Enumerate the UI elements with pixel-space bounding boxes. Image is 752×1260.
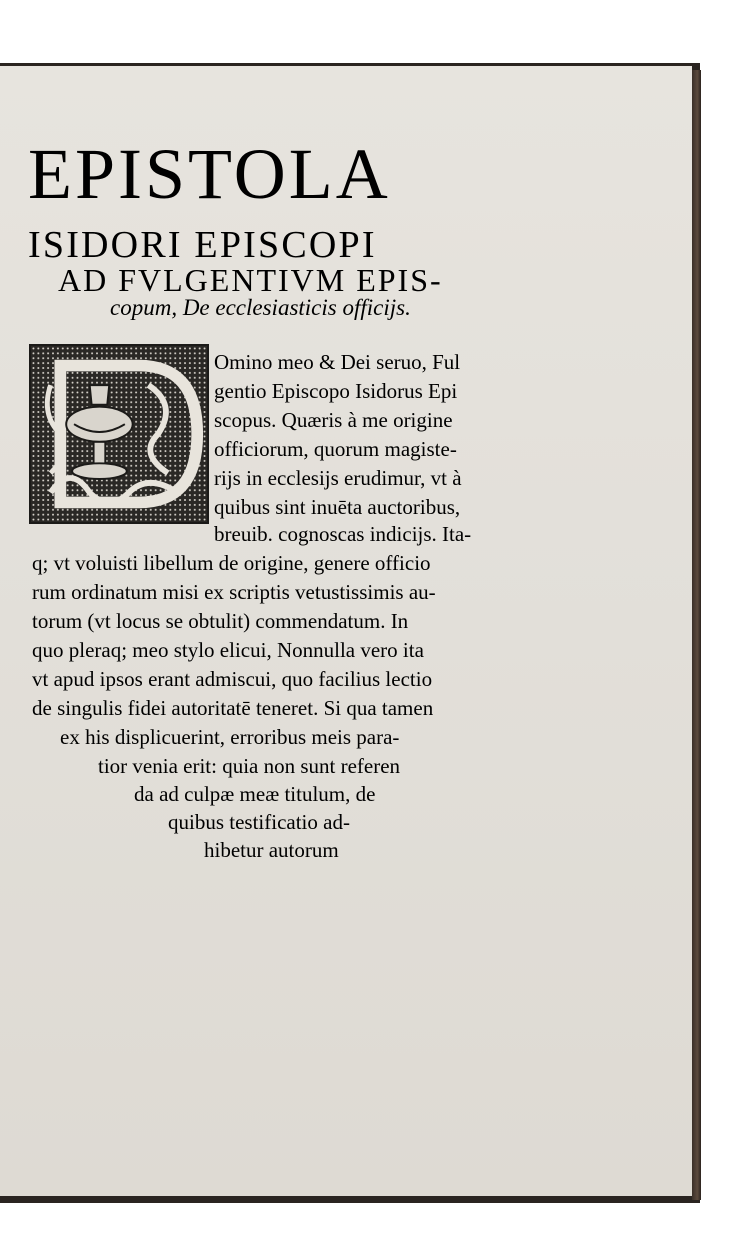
book-spine-edge	[692, 70, 701, 1200]
text-line: quo pleraq; meo stylo elicui, Nonnulla vero ita	[32, 638, 424, 662]
text-line: Omino meo & Dei seruo, Ful	[214, 350, 461, 374]
text-line: rijs in ecclesijs erudimur, vt à	[214, 466, 462, 490]
text-line: rum ordinatum misi ex scriptis vetustissimis au-	[32, 580, 436, 604]
subtitle-line-1: ISIDORI EPISCOPI	[28, 224, 377, 266]
text-line: quibus sint inuēta auctoribus,	[214, 495, 461, 519]
subtitle-line-2: AD FVLGENTIVM EPIS-	[58, 262, 443, 298]
text-line: gentio Episcopo Isidorus Epi	[214, 379, 458, 403]
text-line: vt apud ipsos erant admiscui, quo facilius lectio	[32, 667, 433, 691]
page-title: EPISTOLA	[28, 134, 391, 214]
subtitle-line-3: copum, De ecclesiasticis officijs.	[110, 295, 411, 320]
text-line: tior venia erit: quia non sunt referen	[98, 754, 401, 778]
text-line: hibetur autorum	[204, 838, 339, 862]
ornamental-initial-d-icon	[29, 344, 209, 524]
text-line: da ad culpæ meæ titulum, de	[134, 782, 376, 806]
text-line: breuib. cognoscas indicijs. Ita-	[214, 522, 472, 546]
text-line: quibus testificatio ad-	[168, 810, 350, 834]
text-line: ex his displicuerint, erroribus meis para-	[60, 725, 400, 749]
text-line: de singulis fidei autoritatē teneret. Si qua tamen	[32, 696, 434, 720]
text-line: q; vt voluisti libellum de origine, genere officio	[32, 551, 431, 575]
text-line: officiorum, quorum magiste-	[214, 437, 457, 461]
text-line: scopus. Quæris à me origine	[214, 408, 453, 432]
text-line: torum (vt locus se obtulit) commendatum. In	[32, 609, 409, 633]
